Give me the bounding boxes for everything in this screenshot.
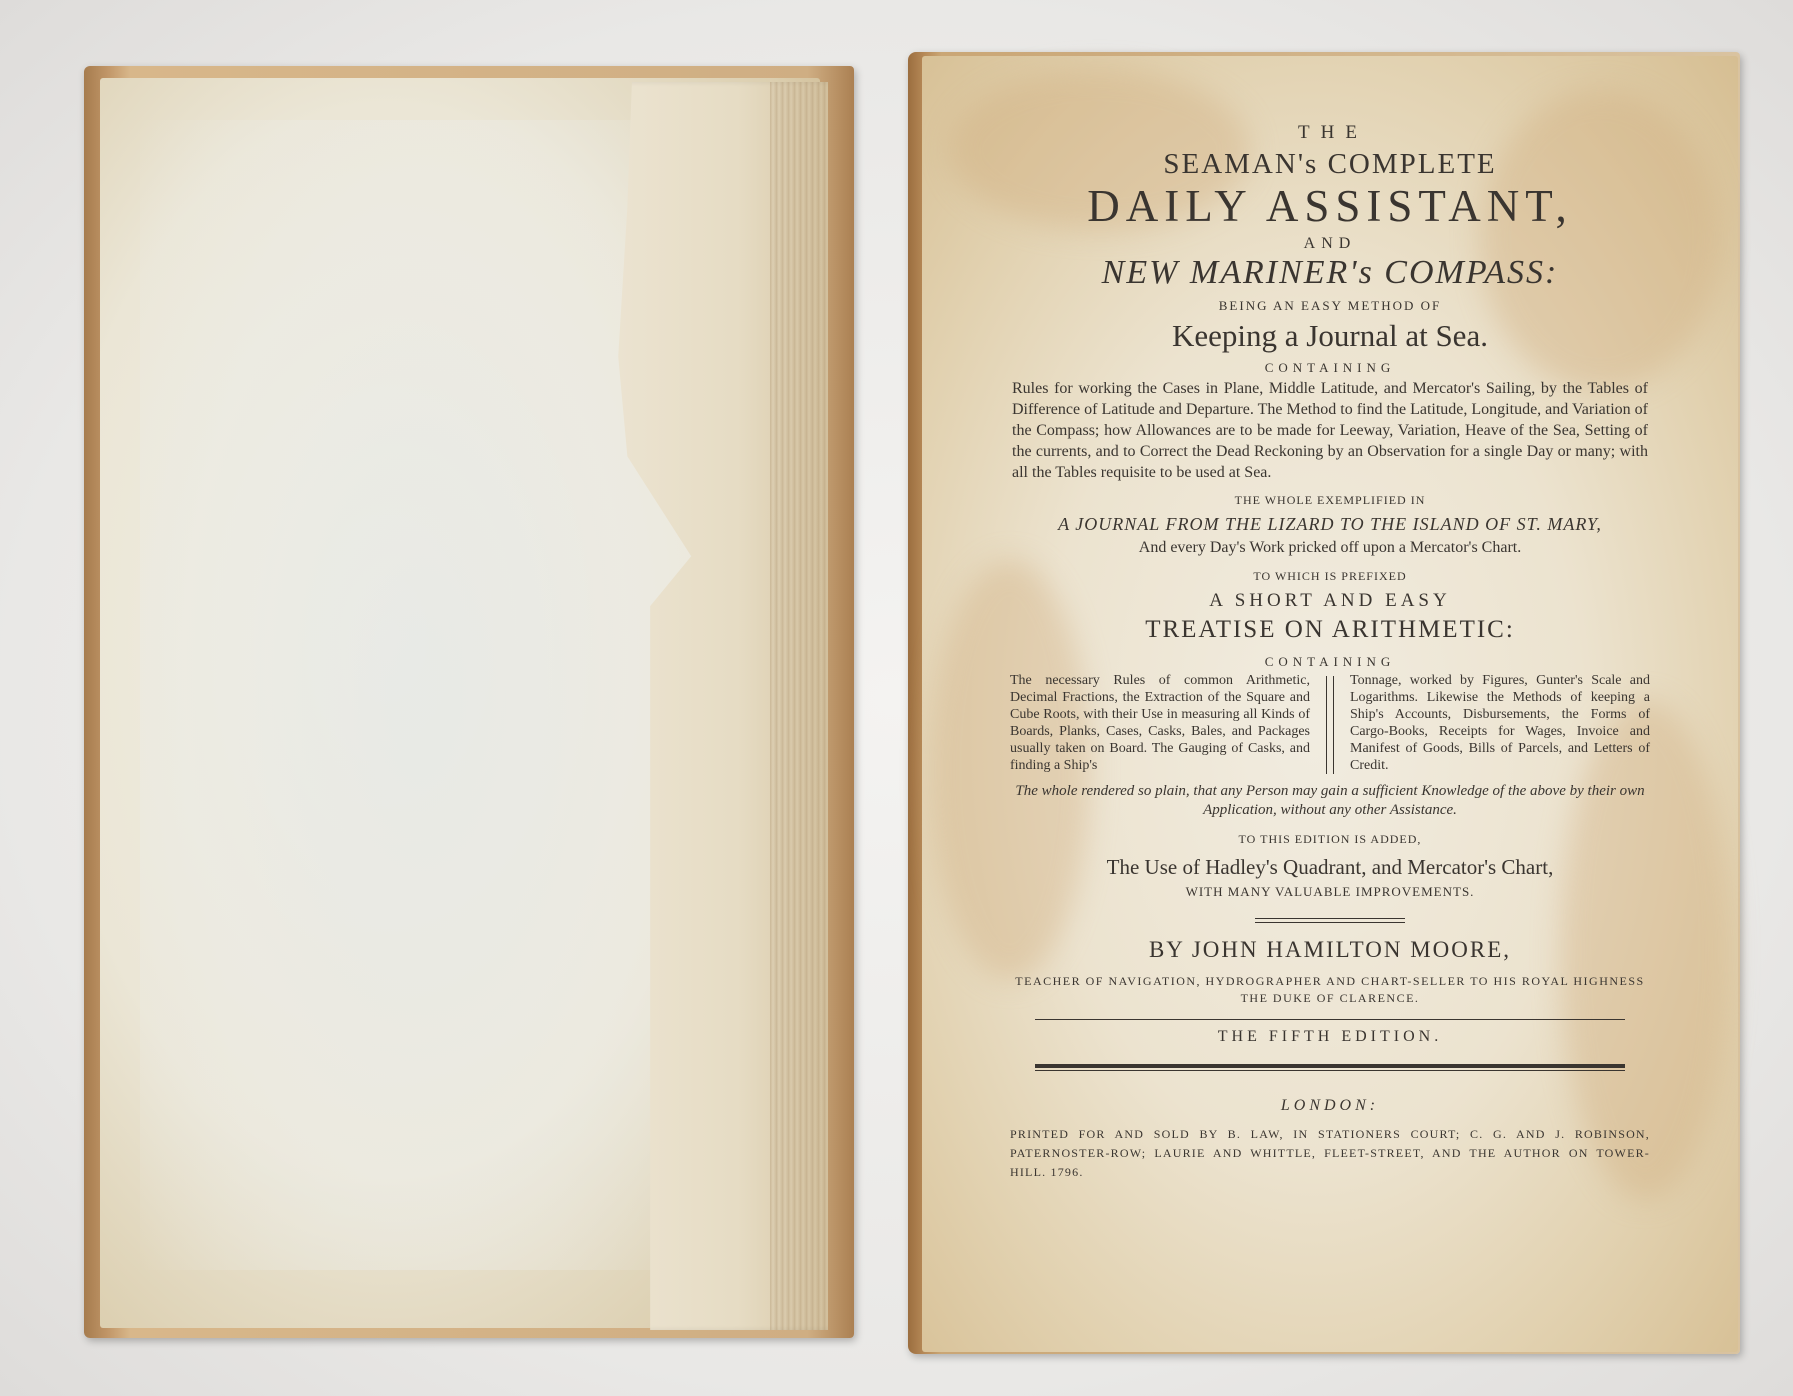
containing-label-2: CONTAINING xyxy=(1264,653,1396,669)
treatise-heading: TREATISE ON ARITHMETIC: xyxy=(1145,615,1515,643)
title-seaman: SEAMAN's COMPLETE xyxy=(1163,148,1497,180)
subtitle-keeping-journal: Keeping a Journal at Sea. xyxy=(1172,317,1488,353)
imprint-place: LONDON: xyxy=(1280,1096,1380,1114)
edition-added-label: TO THIS EDITION IS ADDED, xyxy=(1238,831,1422,846)
endpaper-stain xyxy=(140,120,700,1270)
whole-exemplified: THE WHOLE EXEMPLIFIED IN xyxy=(1234,492,1426,507)
title-and: AND xyxy=(1303,234,1357,252)
title-daily-assistant: DAILY ASSISTANT, xyxy=(1087,181,1573,231)
imprint-printers: PRINTED FOR AND SOLD BY B. LAW, IN STATIONERS COURT; C. G. AND J. ROBINSON, PATERNOSTER-ROW; LAURIE AND WHITTLE, FLEET-STREET, AND THE AUTHOR ON TOWER-HILL. 1796. xyxy=(1010,1126,1650,1179)
author-line: BY JOHN HAMILTON MOORE, xyxy=(1148,936,1512,962)
contents-right-column: Tonnage, worked by Figures, Gunter's Scale and Logarithms. Likewise the Methods of keeping a Ship's Accounts, Disbursements, the Forms of Cargo-Books, Receipts for Wages, Invoice and Manifest of Goods, Bills of Parcels, and Letters of Credit. xyxy=(1350,672,1650,773)
containing-label: CONTAINING xyxy=(1264,359,1396,375)
double-rule xyxy=(1255,918,1405,923)
single-rule xyxy=(1035,1019,1625,1020)
plain-statement: The whole rendered so plain, that any Person may gain a sufficient Knowledge of the above by their own Application, without any other Assistance. xyxy=(1015,782,1645,818)
page-edges xyxy=(770,82,828,1330)
title-mariners-compass: NEW MARINER's COMPASS: xyxy=(1101,253,1559,291)
title-page-text xyxy=(1010,122,1650,1182)
two-column-contents xyxy=(1010,672,1650,774)
thick-rule xyxy=(1035,1064,1625,1071)
contents-left-column: The necessary Rules of common Arithmetic, Decimal Fractions, the Extraction of the Square and Cube Roots, with their Use in measuring all Kinds of Boards, Planks, Cases, Casks, Bales, and Packages usually taken on Board. The Gauging of Casks, and finding a Ship's xyxy=(1010,672,1310,773)
column-divider xyxy=(1326,676,1334,774)
short-easy: A SHORT AND EASY xyxy=(1209,589,1451,611)
edition-statement: THE FIFTH EDITION. xyxy=(1217,1027,1443,1045)
everyday-line: And every Day's Work pricked off upon a Mercator's Chart. xyxy=(1138,538,1522,556)
contents-paragraph: Rules for working the Cases in Plane, Middle Latitude, and Mercator's Sailing, by the Tables of Difference of Latitude and Departure. The Method to find the Latitude, Longitude, and Variation of the Compass; how Allowances are to be made for Leeway, Variation, Heave of the Sea, Setting of the currents, and to Correct the Dead Reckoning by an Observation for a single Day or many; with all the Tables requisite to be used at Sea. xyxy=(1012,379,1648,481)
author-credentials: TEACHER OF NAVIGATION, HYDROGRAPHER AND CHART-SELLER TO HIS ROYAL HIGHNESS THE DUKE OF CLARENCE. xyxy=(1015,973,1645,1005)
journal-line: A JOURNAL FROM THE LIZARD TO THE ISLAND OF ST. MARY, xyxy=(1058,513,1602,534)
subtitle-being: BEING AN EASY METHOD OF xyxy=(1218,297,1442,313)
hadley-line: The Use of Hadley's Quadrant, and Mercator's Chart, xyxy=(1106,854,1554,879)
title-the: THE xyxy=(1298,122,1368,143)
improvements-line: WITH MANY VALUABLE IMPROVEMENTS. xyxy=(1185,883,1475,899)
prefixed-label: TO WHICH IS PREFIXED xyxy=(1253,568,1407,583)
